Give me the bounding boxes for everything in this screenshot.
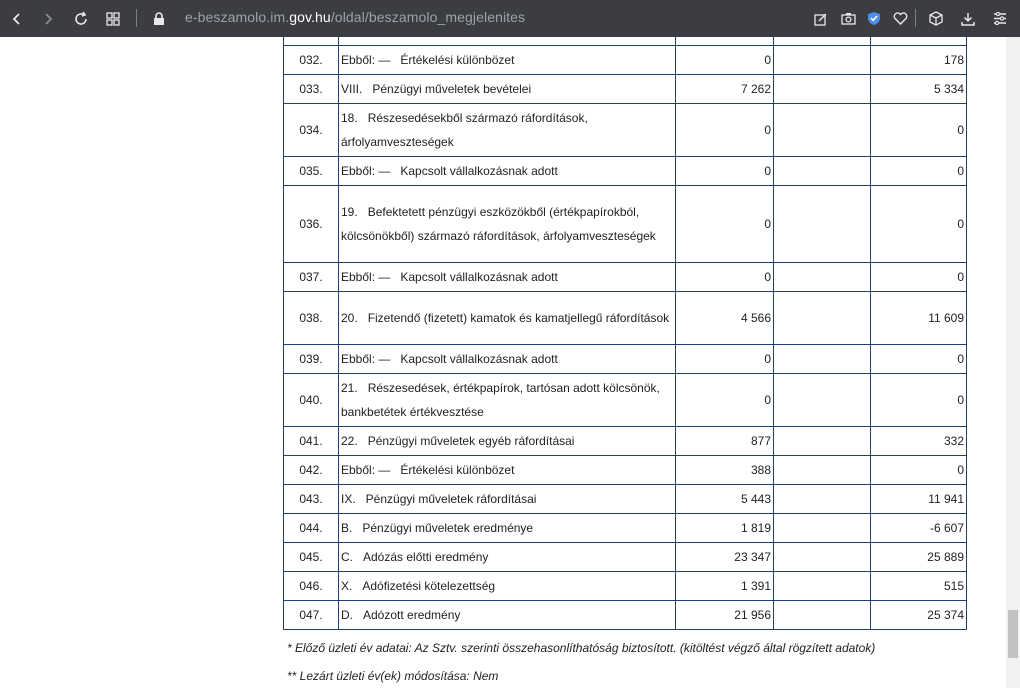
income-statement-table xyxy=(283,37,967,630)
row-code: 036. xyxy=(284,186,339,263)
row-number: 21. xyxy=(341,381,358,395)
row-value-modification xyxy=(774,104,871,157)
row-label-text: Pénzügyi műveletek bevételei xyxy=(372,82,532,96)
row-code: 041. xyxy=(284,427,339,456)
favorites-button[interactable] xyxy=(887,0,913,37)
row-value-current: 5 334 xyxy=(871,75,967,104)
row-value-modification xyxy=(774,292,871,345)
row-number: 20. xyxy=(341,311,358,325)
row-label xyxy=(339,46,676,75)
table-row xyxy=(284,485,967,514)
downloads-button[interactable] xyxy=(955,0,981,37)
row-code: 033. xyxy=(284,75,339,104)
row-number: X. xyxy=(341,579,353,593)
table-row xyxy=(284,46,967,75)
vertical-scrollbar[interactable] xyxy=(1006,37,1020,688)
row-value-current xyxy=(871,37,967,46)
row-label-text: Fizetendő (fizetett) kamatok és kamatjellegű ráfordítások xyxy=(367,311,670,325)
row-value-current: 515 xyxy=(871,572,967,601)
row-number: C. xyxy=(341,550,353,564)
row-number: D. xyxy=(341,608,353,622)
row-code: 035. xyxy=(284,157,339,186)
row-label-text: Pénzügyi műveletek ráfordításai xyxy=(365,492,537,506)
footnote-closed-year: ** Lezárt üzleti év(ek) módosítása: Nem xyxy=(287,669,499,683)
row-code: 032. xyxy=(284,46,339,75)
page-content xyxy=(0,37,1020,688)
row-label-text: Pénzügyi műveletek egyéb ráfordításai xyxy=(367,434,575,448)
row-number: 19. xyxy=(341,205,358,219)
url-host: gov.hu xyxy=(289,9,331,25)
menu-icon xyxy=(993,12,1007,25)
table-row xyxy=(284,456,967,485)
row-code: 034. xyxy=(284,104,339,157)
table-row xyxy=(284,37,967,46)
table-row xyxy=(284,292,967,345)
back-icon xyxy=(10,12,24,26)
row-value-previous: 877 xyxy=(676,427,774,456)
row-value-previous: 0 xyxy=(676,345,774,374)
row-value-modification xyxy=(774,601,871,630)
row-value-previous: 0 xyxy=(676,46,774,75)
row-value-modification xyxy=(774,46,871,75)
row-number: Ebből: — xyxy=(341,352,391,366)
url-prefix: e-beszamolo.im. xyxy=(185,9,290,25)
row-label xyxy=(339,263,676,292)
row-value-modification xyxy=(774,186,871,263)
row-value-previous: 7 262 xyxy=(676,75,774,104)
lock-icon xyxy=(153,12,165,26)
url-path: /oldal/beszamolo_megjelenites xyxy=(330,9,526,25)
screenshot-button[interactable] xyxy=(835,0,861,37)
scrollbar-thumb[interactable] xyxy=(1008,610,1018,658)
row-label-text: Kapcsolt vállalkozásnak adott xyxy=(400,164,558,178)
row-number: IX. xyxy=(341,492,356,506)
address-bar[interactable] xyxy=(185,9,525,25)
row-value-previous: 1 819 xyxy=(676,514,774,543)
row-label xyxy=(339,514,676,543)
row-code: 045. xyxy=(284,543,339,572)
heart-icon xyxy=(893,12,908,25)
row-value-previous: 0 xyxy=(676,263,774,292)
row-code xyxy=(284,37,339,46)
table-row xyxy=(284,427,967,456)
extensions-button[interactable] xyxy=(923,0,949,37)
table-row xyxy=(284,104,967,157)
row-number: Ebből: — xyxy=(341,270,391,284)
row-label-text: Értékelési különbözet xyxy=(400,53,515,67)
row-value-modification xyxy=(774,485,871,514)
row-value-modification xyxy=(774,456,871,485)
reload-icon xyxy=(73,11,89,27)
table-row xyxy=(284,601,967,630)
row-value-previous: 0 xyxy=(676,374,774,427)
row-code: 042. xyxy=(284,456,339,485)
table-row xyxy=(284,157,967,186)
row-label xyxy=(339,427,676,456)
row-value-previous xyxy=(676,37,774,46)
row-value-modification xyxy=(774,514,871,543)
back-button[interactable] xyxy=(4,0,30,37)
row-value-current: 25 374 xyxy=(871,601,967,630)
row-value-previous: 0 xyxy=(676,104,774,157)
row-number: Ebből: — xyxy=(341,463,391,477)
row-value-current: 0 xyxy=(871,374,967,427)
table-row xyxy=(284,514,967,543)
row-label-text: Értékelési különbözet xyxy=(400,463,515,477)
row-value-modification xyxy=(774,37,871,46)
toolbar-separator xyxy=(136,9,137,27)
row-value-current: 11 941 xyxy=(871,485,967,514)
row-code: 047. xyxy=(284,601,339,630)
row-label-text: Adófizetési kötelezettség xyxy=(362,579,496,593)
table-row xyxy=(284,75,967,104)
row-code: 044. xyxy=(284,514,339,543)
row-label xyxy=(339,75,676,104)
row-label xyxy=(339,292,676,345)
edit-icon xyxy=(814,12,828,26)
row-value-modification xyxy=(774,543,871,572)
row-label xyxy=(339,572,676,601)
row-number: Ebből: — xyxy=(341,53,391,67)
row-value-current: 11 609 xyxy=(871,292,967,345)
row-value-current: 0 xyxy=(871,186,967,263)
footnote-previous-year: * Előző üzleti év adatai: Az Sztv. szerinti összehasonlíthatóság biztosított. (kitöltést végző által rögzített adatok) xyxy=(287,641,876,655)
row-value-modification xyxy=(774,572,871,601)
row-code: 037. xyxy=(284,263,339,292)
row-label-text: Kapcsolt vállalkozásnak adott xyxy=(400,270,558,284)
row-value-current: 0 xyxy=(871,345,967,374)
table-row xyxy=(284,374,967,427)
row-label xyxy=(339,485,676,514)
row-value-modification xyxy=(774,263,871,292)
row-value-current: 178 xyxy=(871,46,967,75)
row-code: 038. xyxy=(284,292,339,345)
table-row xyxy=(284,186,967,263)
row-value-previous: 0 xyxy=(676,157,774,186)
row-label-text: Adózás előtti eredmény xyxy=(363,550,489,564)
row-value-current: 0 xyxy=(871,456,967,485)
row-label-text: Pénzügyi műveletek eredménye xyxy=(362,521,534,535)
row-label xyxy=(339,456,676,485)
row-value-modification xyxy=(774,75,871,104)
row-code: 043. xyxy=(284,485,339,514)
row-value-previous: 4 566 xyxy=(676,292,774,345)
row-number: 22. xyxy=(341,434,358,448)
toolbar-separator xyxy=(915,9,916,27)
row-label-text: Részesedések, értékpapírok, tartósan adott kölcsönök, bankbetétek értékvesztése xyxy=(341,381,660,419)
row-label xyxy=(339,157,676,186)
row-value-previous: 1 391 xyxy=(676,572,774,601)
row-value-current: -6 607 xyxy=(871,514,967,543)
forward-button[interactable] xyxy=(35,0,61,37)
row-value-previous: 23 347 xyxy=(676,543,774,572)
browser-toolbar xyxy=(0,0,1020,37)
easy-setup-button[interactable] xyxy=(987,0,1013,37)
row-label xyxy=(339,345,676,374)
row-number: VIII. xyxy=(341,82,363,96)
row-label xyxy=(339,543,676,572)
row-value-modification xyxy=(774,157,871,186)
cube-icon xyxy=(929,11,943,26)
forward-icon xyxy=(41,12,55,26)
row-label-text: Részesedésekből származó ráfordítások, árfolyamveszteségek xyxy=(341,111,588,149)
row-value-current: 25 889 xyxy=(871,543,967,572)
row-label xyxy=(339,104,676,157)
row-label xyxy=(339,186,676,263)
table-row xyxy=(284,572,967,601)
row-value-previous: 0 xyxy=(676,186,774,263)
row-number: Ebből: — xyxy=(341,164,391,178)
row-number: 18. xyxy=(341,111,358,125)
row-number: B. xyxy=(341,521,353,535)
grid-icon xyxy=(106,12,120,26)
row-code: 039. xyxy=(284,345,339,374)
row-value-previous: 5 443 xyxy=(676,485,774,514)
camera-icon xyxy=(841,12,856,25)
table-row xyxy=(284,345,967,374)
row-code: 046. xyxy=(284,572,339,601)
row-label xyxy=(339,374,676,427)
row-value-current: 332 xyxy=(871,427,967,456)
row-value-modification xyxy=(774,345,871,374)
row-code: 040. xyxy=(284,374,339,427)
row-value-modification xyxy=(774,374,871,427)
reload-button[interactable] xyxy=(68,0,94,37)
site-info-button[interactable] xyxy=(146,0,172,37)
row-label-text: Kapcsolt vállalkozásnak adott xyxy=(400,352,558,366)
table-row xyxy=(284,263,967,292)
speed-dial-button[interactable] xyxy=(100,0,126,37)
adblock-button[interactable] xyxy=(861,0,887,37)
row-label xyxy=(339,37,676,46)
row-label xyxy=(339,601,676,630)
row-label-text: Befektetett pénzügyi eszközökből (értékpapírokból, kölcsönökből) származó ráfordítások, árfolyamveszteségek xyxy=(341,205,656,243)
download-icon xyxy=(961,12,975,26)
edit-button[interactable] xyxy=(808,0,834,37)
row-value-previous: 388 xyxy=(676,456,774,485)
row-value-current: 0 xyxy=(871,157,967,186)
row-value-current: 0 xyxy=(871,263,967,292)
shield-icon xyxy=(867,11,881,26)
row-value-modification xyxy=(774,427,871,456)
row-value-current: 0 xyxy=(871,104,967,157)
row-label-text: Adózott eredmény xyxy=(363,608,461,622)
table-row xyxy=(284,543,967,572)
row-value-previous: 21 956 xyxy=(676,601,774,630)
